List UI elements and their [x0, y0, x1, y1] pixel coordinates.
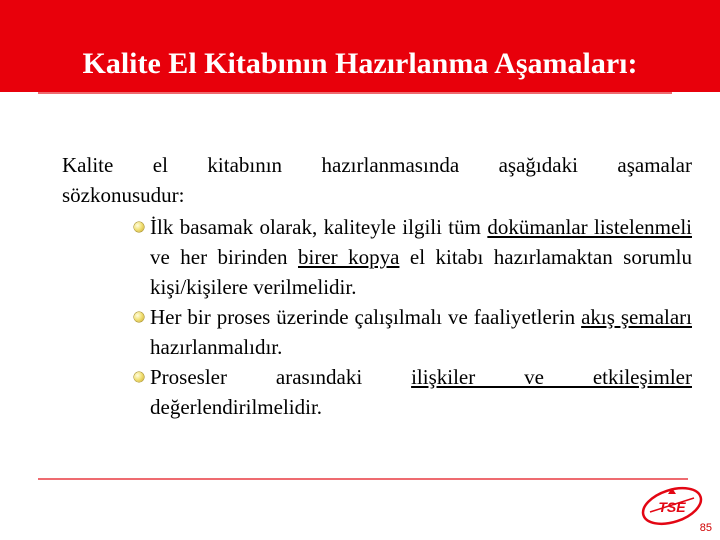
intro-text-continued [62, 180, 692, 210]
tse-logo-icon [636, 484, 708, 528]
slide-content [62, 150, 692, 422]
bullet-text: Her bir proses üzerinde çalışılmalı ve faaliyetlerin [150, 305, 582, 329]
page-number: 85 [699, 522, 712, 534]
underlined-term: dokümanlar listelenmeli [487, 215, 692, 239]
underlined-term: birer kopya [298, 245, 400, 269]
slide-title: Kalite El Kitabının Hazırlanma Aşamaları: [82, 47, 638, 80]
bullet-text: el kitabı hazırlamaktan sorumlu kişi/kişilere verilmelidir. [150, 245, 692, 299]
bullet-text: ve her birinden [150, 245, 298, 269]
top-divider [38, 92, 672, 94]
intro-continuation: sözkonusudur: [62, 183, 185, 207]
bullet-item-2 [62, 302, 692, 362]
bullet-text: Prosesler arasındaki [150, 365, 412, 389]
underlined-term: akış şemaları [581, 305, 692, 329]
bullet-icon [134, 312, 144, 322]
intro-text: Kalite el kitabının hazırlanmasında aşağıdaki aşamalar [62, 153, 692, 177]
bullet-list [62, 212, 692, 422]
bullet-item-1 [62, 212, 692, 302]
bullet-icon [134, 222, 144, 232]
underlined-term: ilişkiler ve etkileşimler [411, 365, 692, 389]
bullet-text: değerlendirilmelidir. [150, 395, 323, 419]
logo-text: TSE [658, 499, 686, 515]
bullet-item-3 [62, 362, 692, 422]
bullet-icon [134, 372, 144, 382]
bullet-text: hazırlanmalıdır. [150, 335, 283, 359]
bottom-divider [38, 478, 688, 480]
bullet-text: İlk basamak olarak, kaliteyle ilgili tüm [150, 215, 488, 239]
title-bar [0, 0, 720, 92]
